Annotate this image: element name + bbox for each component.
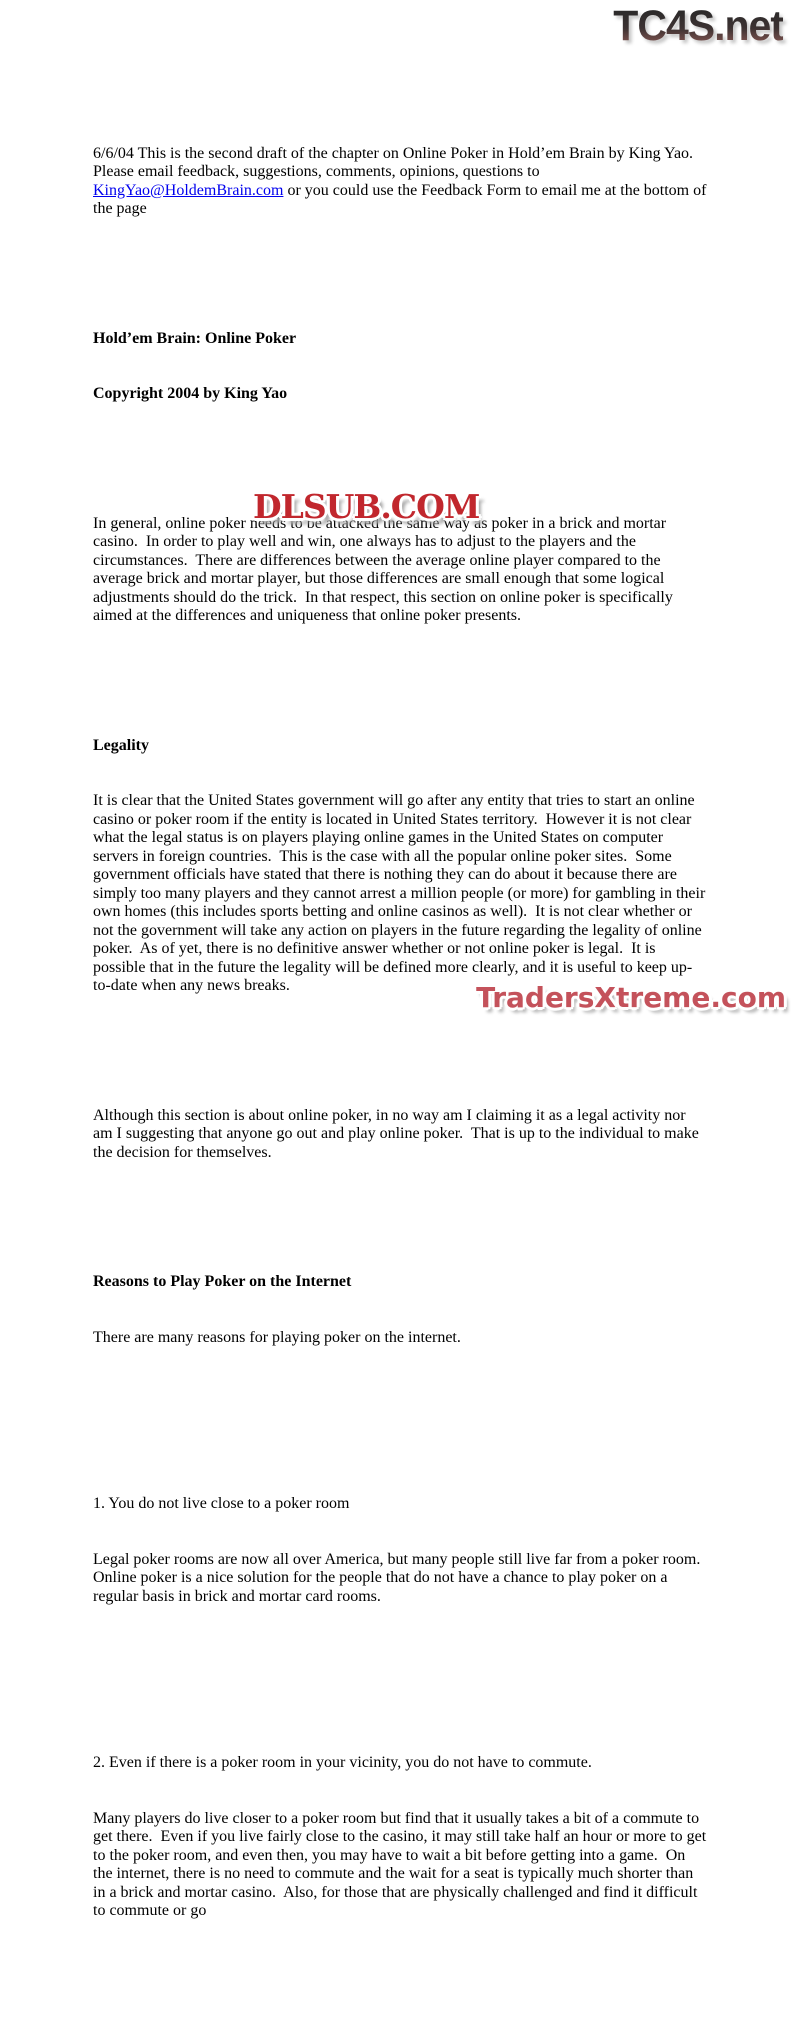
reason-item-1 <box>93 1458 707 1643</box>
dlsub-watermark-logo: DLSUB.COM <box>253 487 480 526</box>
reason-body: Many players do live closer to a poker room but find that it usually takes a bit of a commute to get there. Even if you live fairly close to the casino, it may still take half an hour or more to get to the poker room, and even then, you may have to wait a bit before getting into a game. On the internet, there is no need to commute and the wait for a seat is typically much shorter than in a brick and mortar casino. Also, for those that are physically challenged and find it difficult to commute or go <box>93 1809 711 1919</box>
copyright-line: Copyright 2004 by King Yao <box>93 385 288 402</box>
paragraph-general: In general, online poker needs to be attacked the same way as poker in a brick and mortar casino. In order to play well and win, one always has to adjust to the players and the circumstances. There are differences between the average online player compared to the average brick and mortar player, but those differences are small enough that some logical adjustments should do the trick. In that respect, this section on online poker is specifically aimed at the differences and uniqueness that online poker presents. <box>93 514 677 624</box>
legality-paragraph: It is clear that the United States government will go after any entity that tries to start an online casino or poker room if the entity is located in United States territory. However it is not clear what the legal status is on players playing online games in the United States on computer servers in foreign countries. This is the case with all the popular online poker sites. Some government officials have stated that there is nothing they can do about it because there are simply too many players and they cannot arrest a million people (or more) for gambling in their own homes (this includes sports betting and online casinos as well). It is not clear whether or not the government will take any action on players in the future regarding the legality of online poker. As of yet, there is no definitive answer whether or not online poker is legal. It is possible that in the future the legality will be defined more clearly, and it is useful to keep up-to-date when any news breaks. <box>93 792 710 994</box>
intro-text-before-link: 6/6/04 This is the second draft of the chapter on Online Poker in Hold’em Brain by King Yao. Please email feedback, suggestions, comments, opinions, questions to <box>93 144 702 180</box>
title-block <box>93 293 707 441</box>
intro-paragraph <box>93 144 711 219</box>
reasons-intro: There are many reasons for playing poker on the internet. <box>93 1328 461 1346</box>
intro-text-after-link: or you could use the Feedback Form to email me at the bottom of the page <box>93 181 711 217</box>
reason-title: 1. You do not live close to a poker room <box>93 1495 350 1512</box>
doc-title: Hold’em Brain: Online Poker <box>93 329 297 347</box>
disclaimer-paragraph: Although this section is about online poker, in no way am I claiming it as a legal activity nor am I suggesting that anyone go out and play online poker. That is up to the individual to make the decision for themselves. <box>93 1106 703 1161</box>
reason-title: 2. Even if there is a poker room in your vicinity, you do not have to commute. <box>93 1754 592 1771</box>
email-link[interactable]: KingYao@HoldemBrain.com <box>93 181 284 199</box>
document-text-column <box>93 89 711 2032</box>
reasons-heading: Reasons to Play Poker on the Internet <box>93 1273 352 1290</box>
tradersxtreme-watermark-logo: TradersXtreme.com <box>476 981 786 1014</box>
reason-item-2 <box>93 1717 711 1958</box>
reason-body: Legal poker rooms are now all over America, but many people still live far from a poker room. Online poker is a nice solution for the people that do not have a chance to play poker on a regular basis in brick and mortar card rooms. <box>93 1550 709 1605</box>
reasons-section-header <box>93 1236 707 1384</box>
legality-heading: Legality <box>93 736 149 754</box>
tc4s-watermark-logo: TC4S.net <box>613 1 783 50</box>
